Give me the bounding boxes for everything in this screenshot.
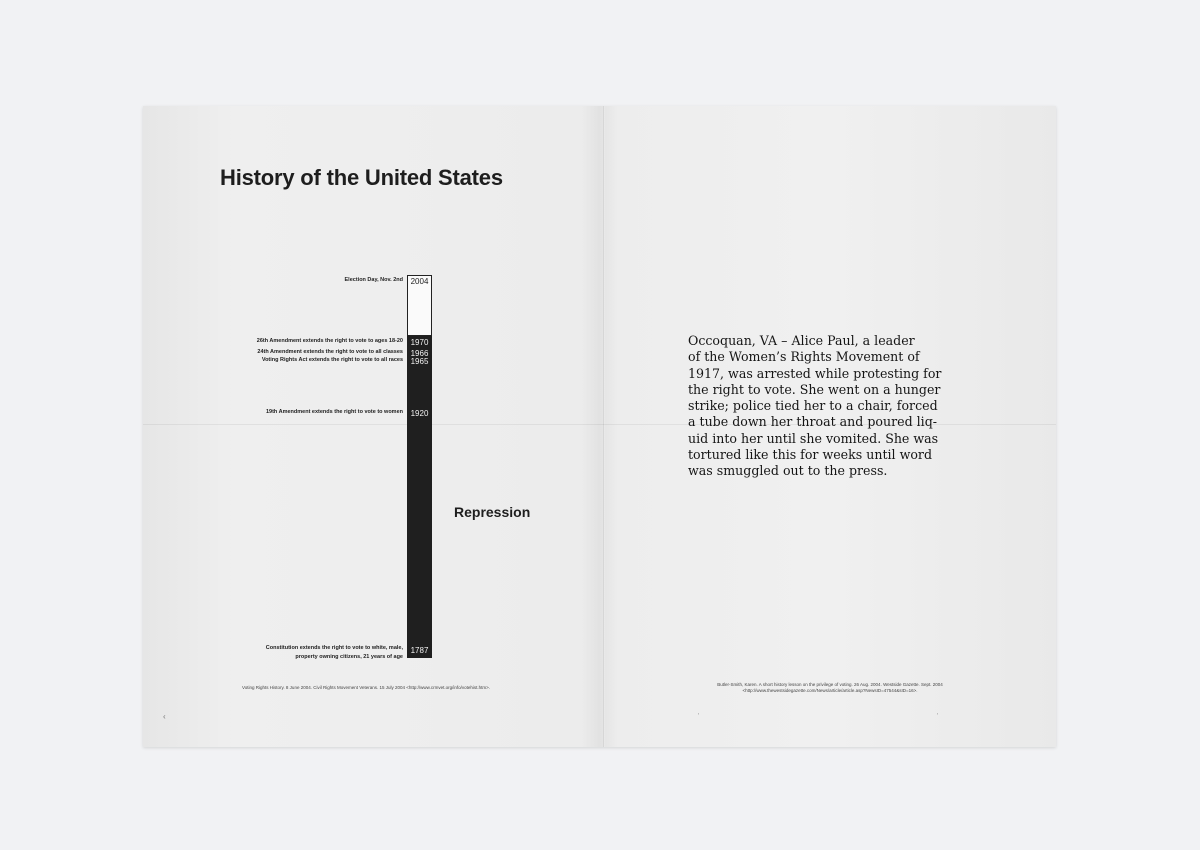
timeline-label-1787-line1: Constitution extends the right to vote to white, male, <box>265 645 403 651</box>
story-line: Occoquan, VA – Alice Paul, a leader <box>688 333 915 348</box>
year-1787: 1787 <box>410 646 429 655</box>
year-1970: 1970 <box>410 338 429 347</box>
crop-mark: ‹ <box>163 712 166 721</box>
story-line: was smuggled out to the press. <box>688 463 888 479</box>
crop-mark: ˈ <box>697 712 700 721</box>
news-story <box>688 333 958 480</box>
timeline-label-1965: Voting Rights Act extends the right to vote to all races <box>261 357 403 363</box>
year-2004: 2004 <box>410 277 429 286</box>
center-fold <box>603 106 605 747</box>
right-citation <box>700 682 960 694</box>
year-1966: 1966 <box>410 349 429 358</box>
year-1965: 1965 <box>410 357 429 366</box>
story-line: strike; police tied her to a chair, forced <box>688 398 938 414</box>
crop-mark: ˈ <box>936 712 939 721</box>
timeline-label-2004: Election Day, Nov. 2nd <box>344 277 403 283</box>
story-line: tortured like this for weeks until word <box>688 447 933 463</box>
timeline-label-1966: 24th Amendment extends the right to vote to all classes <box>257 349 403 355</box>
story-line: uid into her until she vomited. She was <box>688 430 939 446</box>
right-citation-line1: Butler-Smith, Karen. A short history lesson on the privilege of voting. 26 Aug. 2004. Westside Gazette. Sept. 2004 <box>717 682 943 687</box>
story-line: of the Women’s Rights Movement of <box>688 349 920 365</box>
page-title: History of the United States <box>220 165 503 190</box>
story-line: a tube down her throat and poured liq- <box>688 414 938 430</box>
right-citation-line2: <http://www.thewestsidegazette.com/News/article/article.asp?NewsID=47544&sID=16>. <box>742 688 918 693</box>
left-citation: Voting Rights History. 8 June 2004. Civil Rights Movement Veterans. 15 July 2004 <http://www.crmvet.org/info/votehist.htm>. <box>242 685 491 690</box>
timeline-label-1920: 19th Amendment extends the right to vote to women <box>265 409 403 415</box>
timeline-label-1787-line2: property owning citizens, 21 years of age <box>295 654 403 660</box>
timeline-label-1970: 26th Amendment extends the right to vote to ages 18-20 <box>256 338 403 344</box>
year-1920: 1920 <box>410 409 429 418</box>
story-line: the right to vote. She went on a hunger <box>688 381 941 397</box>
story-line: 1917, was arrested while protesting for <box>688 365 942 381</box>
timeline-bar <box>407 275 432 658</box>
repression-label: Repression <box>454 504 531 520</box>
timeline-segment-repression <box>407 336 432 658</box>
